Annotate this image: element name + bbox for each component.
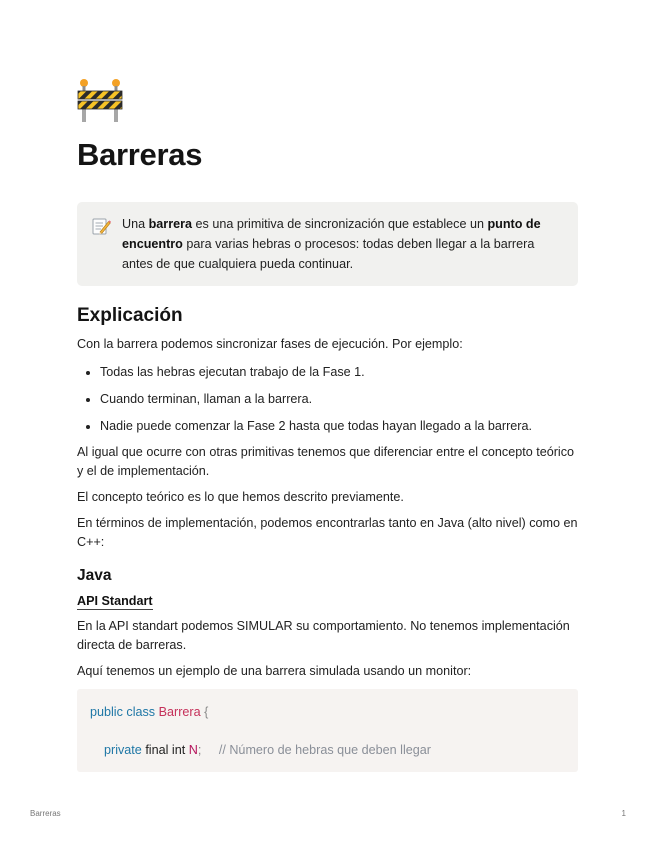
page-title: Barreras [77, 137, 203, 172]
paragraph-teorico: El concepto teórico es lo que hemos descrito previamente. [77, 490, 404, 505]
callout-bold-barrera: barrera [148, 217, 193, 232]
bullet-list [77, 363, 578, 436]
callout-bold-punto-encuentro: punto de encuentro [122, 217, 541, 252]
code-blank-line [90, 722, 565, 741]
heading-explicacion: Explicación [77, 305, 183, 327]
footer-page-number: 1 [621, 809, 626, 818]
heading-java: Java [77, 567, 112, 585]
list-item: • Cuando terminan, llaman a la barrera. [100, 390, 578, 409]
paragraph-implementacion: En términos de implementación, podemos encontrarlas tanto en Java (alto nivel) como en C++: [77, 516, 578, 550]
paragraph-api: En la API standart podemos SIMULAR su comportamiento. No tenemos implementación directa de barreras. [77, 619, 570, 653]
construction-barrier-icon [77, 78, 123, 124]
code-line: public class Barrera { [90, 705, 209, 720]
paragraph-intro: Con la barrera podemos sincronizar fases de ejecución. Por ejemplo: [77, 337, 463, 352]
paragraph-ejemplo: Aquí tenemos un ejemplo de una barrera simulada usando un monitor: [77, 664, 472, 679]
api-standart-link[interactable]: API Standart [77, 594, 153, 609]
paragraph-concepto: Al igual que ocurre con otras primitivas tenemos que diferenciar entre el concepto teórico y el de implementación. [77, 445, 575, 479]
page-content [77, 78, 578, 772]
list-item: • Todas las hebras ejecutan trabajo de la Fase 1. [100, 363, 578, 382]
footer-doc-title: Barreras [30, 809, 61, 818]
memo-pencil-icon [91, 216, 111, 236]
callout-box [77, 202, 578, 286]
callout-text: Una barrera es una primitiva de sincronización que establece un punto de encuentro para varias hebras o procesos: todas deben llegar a la barrera antes de que cualquiera pueda continuar. [122, 217, 541, 272]
code-block[interactable] [77, 689, 578, 772]
code-line: private final int N; // Número de hebras que deben llegar [104, 743, 431, 758]
list-item: • Nadie puede comenzar la Fase 2 hasta que todas hayan llegado a la barrera. [100, 417, 578, 436]
